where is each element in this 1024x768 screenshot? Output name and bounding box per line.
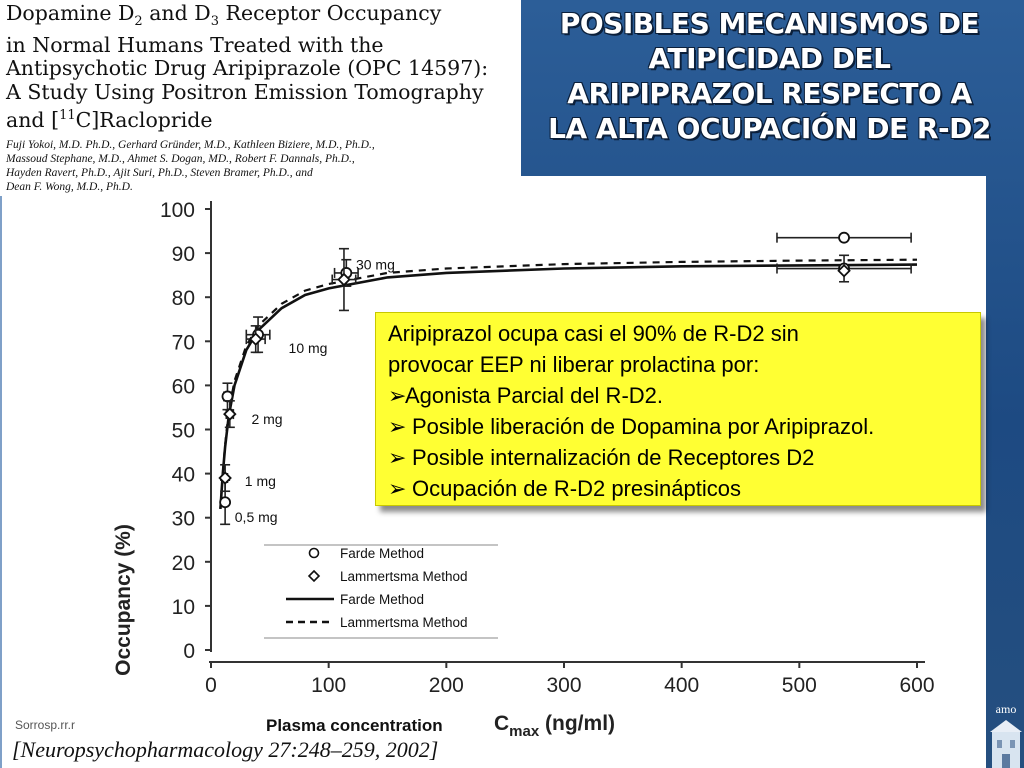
slide-title-line: ARIPIPRAZOL RESPECTO A <box>567 77 972 110</box>
y-tick-label: 30 <box>171 507 195 531</box>
slide-title-line: ATIPICIDAD DEL <box>648 42 891 75</box>
slide-title <box>515 6 1024 146</box>
slide-title-line: POSIBLES MECANISMOS DE <box>559 7 980 40</box>
dose-label: 1 mg <box>244 473 276 490</box>
y-tick-label: 10 <box>171 595 195 619</box>
legend-circle-marker <box>310 549 319 558</box>
paper-title <box>6 2 518 132</box>
x-tick-label: 600 <box>899 674 935 697</box>
x-tick-label: 400 <box>664 674 700 697</box>
x-tick-label: 100 <box>311 674 347 697</box>
annotation-line: provocar EEP ni liberar prolactina por: <box>388 352 760 377</box>
paper-title-line-1: Dopamine $D_2$ and $D_3$ Receptor Occupancy <box>6 1 442 30</box>
y-axis-title: Occupancy (%) <box>112 524 135 676</box>
farde-data-point <box>222 391 232 401</box>
dose-label: 2 mg <box>251 410 283 427</box>
dose-label: 0,5 mg <box>234 509 278 526</box>
legend-diamond-marker <box>309 571 319 581</box>
arrow-bullet-icon: ➢ <box>388 476 407 501</box>
legend-label: Farde Method <box>340 546 425 561</box>
farde-data-point <box>220 497 230 507</box>
y-tick-label: 20 <box>171 551 195 575</box>
legend-label: Lammertsma Method <box>340 569 468 584</box>
y-tick-label: 60 <box>171 375 195 399</box>
slide-title-line: LA ALTA OCUPACIÓN DE R-D2 <box>548 112 991 145</box>
x-tick-label: 200 <box>428 674 464 697</box>
paper-authors <box>6 138 518 194</box>
annotation-bullet: ➢ Ocupación de R-D2 presinápticos <box>388 473 968 504</box>
x-tick-label: 300 <box>546 674 582 697</box>
y-tick-label: 40 <box>171 463 195 487</box>
building-icon <box>988 718 1024 768</box>
paper-title-line-2: in Normal Humans Treated with the <box>6 32 384 57</box>
paper-title-line-4: A Study Using Positron Emission Tomography <box>6 79 484 104</box>
paper-author-line: Dean F. Wong, M.D., Ph.D. <box>6 181 133 193</box>
legend-label: Farde Method <box>340 592 425 607</box>
paper-author-line: Hayden Ravert, Ph.D., Ajit Suri, Ph.D., Steven Bramer, Ph.D., and <box>6 167 313 179</box>
y-tick-label: 50 <box>171 419 195 443</box>
y-tick-label: 90 <box>171 243 195 267</box>
y-tick-label: 70 <box>171 331 195 355</box>
arrow-bullet-icon: ➢ <box>388 414 407 439</box>
x-tick-label: 0 <box>205 674 217 697</box>
paper-citation: [Neuropsychopharmacology 27:248–259, 2002] <box>12 737 439 762</box>
annotation-bullet: ➢Agonista Parcial del R-D2. <box>388 380 968 411</box>
annotation-line: Aripiprazol ocupa casi el 90% de R-D2 sin <box>388 321 799 346</box>
paper-author-line: Massoud Stephane, M.D., Ahmet S. Dogan, MD., Robert F. Dannals, Ph.D., <box>6 153 355 165</box>
x-axis-title-spanish: Plasma concentration <box>266 716 443 735</box>
farde-data-point <box>839 233 849 243</box>
arrow-bullet-icon: ➢ <box>388 383 407 408</box>
y-tick-label: 100 <box>159 199 195 222</box>
y-tick-label: 0 <box>183 640 195 663</box>
paper-title-line-3: Antipsychotic Drug Aripiprazole (OPC 14597): <box>6 56 489 81</box>
dose-label: 30 mg <box>355 256 395 273</box>
annotation-box <box>375 312 981 506</box>
footer-logo-text: amo <box>995 702 1017 716</box>
dose-label: 10 mg <box>288 339 328 356</box>
x-axis-title: $C_{max}$ (ng/ml) <box>494 712 616 740</box>
y-tick-label: 80 <box>171 287 195 311</box>
annotation-bullet: ➢ Posible liberación de Dopamina por Aripiprazol. <box>388 411 968 442</box>
slide-footnote-fragment: Sorrosp.rr.r <box>15 718 76 732</box>
paper-header <box>0 0 521 196</box>
annotation-bullet: ➢ Posible internalización de Receptores D2 <box>388 442 968 473</box>
paper-title-line-5: and [$^{11}$C]Raclopride <box>6 107 213 132</box>
arrow-bullet-icon: ➢ <box>388 445 407 470</box>
x-tick-label: 500 <box>781 674 817 697</box>
legend-label: Lammertsma Method <box>340 615 468 630</box>
paper-author-line: Fuji Yokoi, M.D. Ph.D., Gerhard Gründer, M.D., Kathleen Biziere, M.D., Ph.D., <box>6 139 375 151</box>
